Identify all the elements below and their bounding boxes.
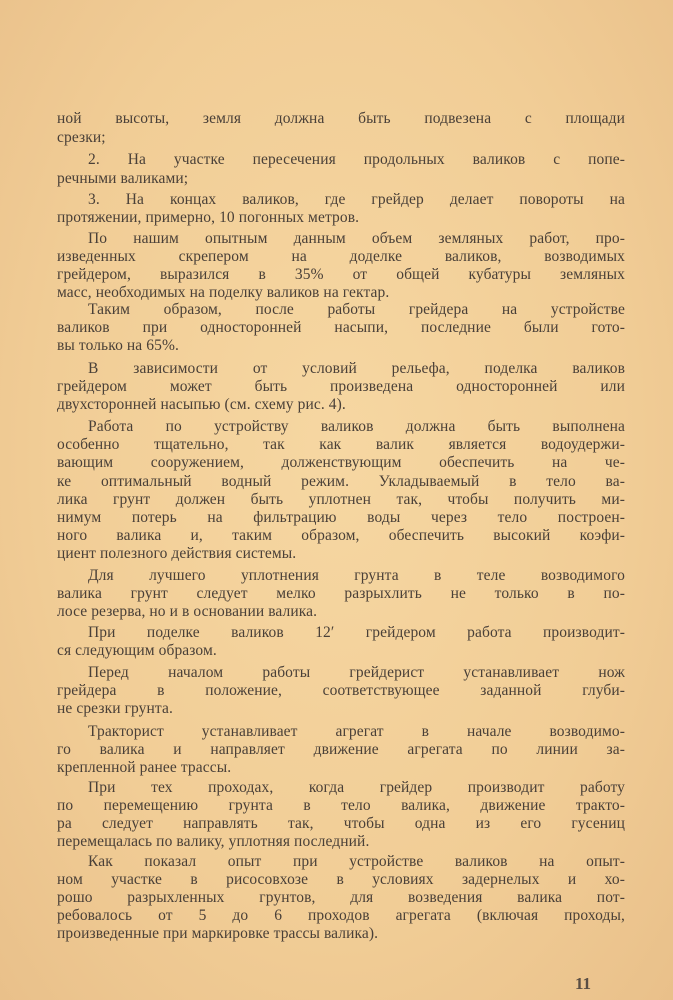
text-line: По нашим опытным данным объем земляных работ, про- <box>88 230 625 247</box>
text-line: Таким образом, после работы грейдера на устройстве <box>88 301 625 318</box>
text-line: произведенные при маркировке трассы валика). <box>57 925 379 942</box>
text-line: грейдером может быть произведена односторонней или <box>57 378 625 395</box>
text-line: перемещалась по валику, уплотняя последний. <box>57 833 370 850</box>
text-line: протяжении, примерно, 10 погонных метров. <box>57 209 360 226</box>
text-line: При тех проходах, когда грейдер производит работу <box>88 779 625 796</box>
text-line: не срезки грунта. <box>57 700 173 717</box>
text-line: ке оптимальный водный режим. Укладываемый в тело ва- <box>57 473 625 490</box>
text-line: ной высоты, земля должна быть подвезена с площади <box>57 110 625 127</box>
text-line: срезки; <box>57 129 106 146</box>
text-line: рошо разрыхленных грунтов, для возведения валика пот- <box>57 889 625 906</box>
text-line: ра следует направлять так, чтобы одна из его гусениц <box>57 815 625 832</box>
page-number: 11 <box>575 974 592 993</box>
text-line: двухсторонней насыпью (см. схему рис. 4). <box>57 396 346 413</box>
text-line: грейдера в положение, соответствующее заданной глуби- <box>57 682 625 699</box>
text-line: по перемещению грунта в тело валика, движение тракто- <box>57 797 625 814</box>
text-line: валиков при односторонней насыпи, последние были гото- <box>57 319 625 336</box>
text-line: грейдером, выразился в 35% от общей кубатуры земляных <box>57 266 625 283</box>
text-line: лика грунт должен быть уплотнен так, чтобы получить ми- <box>57 491 625 508</box>
text-line: нимум потерь на фильтрацию воды через тело построен- <box>57 509 625 526</box>
text-line: ребовалось от 5 до 6 проходов агрегата (включая проходы, <box>57 907 625 924</box>
text-line: лосе резерва, но и в основании валика. <box>57 603 318 620</box>
text-line: ном участке в рисосовхозе в условиях задернелых и хо- <box>57 871 625 888</box>
text-line: Работа по устройству валиков должна быть выполнена <box>88 418 625 435</box>
text-line: В зависимости от условий рельефа, поделка валиков <box>88 360 625 377</box>
text-line: ся следующим образом. <box>57 642 217 659</box>
text-line: го валика и направляет движение агрегата по линии за- <box>57 741 625 758</box>
text-line: Перед началом работы грейдерист устанавливает нож <box>88 664 625 681</box>
text-line: крепленной ранее трассы. <box>57 759 232 776</box>
text-line: Для лучшего уплотнения грунта в теле возводимого <box>88 567 625 584</box>
text-line: 2. На участке пересечения продольных валиков с попе- <box>88 151 625 168</box>
text-line: изведенных скрепером на доделке валиков, возводимых <box>57 248 625 265</box>
text-line: 3. На концах валиков, где грейдер делает повороты на <box>88 191 625 208</box>
text-line: валика грунт следует мелко разрыхлить не только в по- <box>57 585 625 602</box>
text-line: речными валиками; <box>57 170 189 187</box>
text-line: циент полезного действия системы. <box>57 545 297 562</box>
text-line: Тракторист устанавливает агрегат в начале возводимо- <box>88 723 625 740</box>
text-line: ного валика и, таким образом, обеспечить высокий коэфи- <box>57 527 625 544</box>
text-line: особенно тщательно, так как валик является водоудержи- <box>57 436 625 453</box>
text-line: Как показал опыт при устройстве валиков на опыт- <box>88 853 625 870</box>
text-line: При поделке валиков 12′ грейдером работа производит- <box>88 624 625 641</box>
text-line: масс, необходимых на поделку валиков на гектар. <box>57 284 390 301</box>
text-line: вы только на 65%. <box>57 337 179 354</box>
text-line: вающим сооружением, долженствующим обеспечить на че- <box>57 454 625 471</box>
